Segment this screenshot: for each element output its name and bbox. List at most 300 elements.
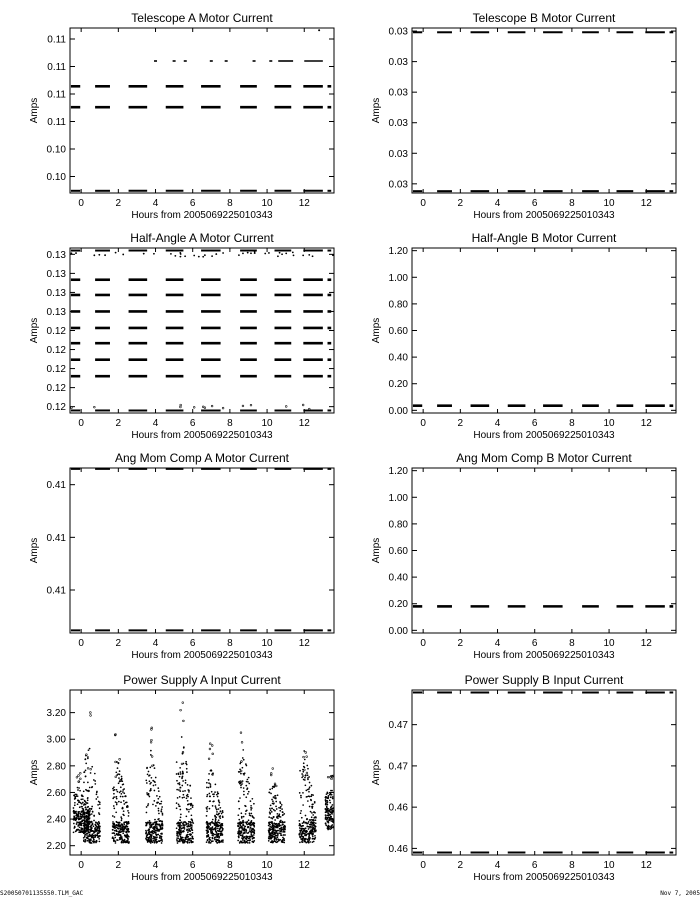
y-tick-label: 0.03 xyxy=(388,57,408,69)
data-point xyxy=(276,808,278,810)
data-point xyxy=(179,776,181,778)
data-point xyxy=(306,818,308,820)
x-tick-label: 2 xyxy=(115,418,122,429)
y-tick-label: 0.12 xyxy=(46,383,66,395)
data-point xyxy=(216,831,218,833)
data-point xyxy=(123,800,125,802)
x-axis-label: Hours from 2005069225010343 xyxy=(131,210,273,221)
data-point xyxy=(299,827,301,829)
data-point xyxy=(309,786,311,788)
data-point xyxy=(119,828,121,830)
data-point xyxy=(337,800,339,802)
x-tick-label: 2 xyxy=(457,860,464,871)
data-point xyxy=(248,836,250,838)
y-tick-label: 3.00 xyxy=(46,734,66,746)
data-point xyxy=(191,825,193,827)
data-point xyxy=(191,814,193,816)
x-tick-label: 4 xyxy=(152,418,159,429)
data-point xyxy=(206,815,208,817)
data-point xyxy=(160,833,162,835)
data-point xyxy=(75,815,77,817)
data-point xyxy=(123,824,125,826)
data-point xyxy=(154,819,156,821)
data-point xyxy=(182,831,184,833)
data-point xyxy=(112,826,114,828)
chart-title: Power Supply A Input Current xyxy=(123,673,281,687)
data-point xyxy=(309,841,311,843)
chart-title: Ang Mom Comp B Motor Current xyxy=(456,451,632,465)
chart-panel-2 xyxy=(371,11,676,221)
data-point xyxy=(341,819,343,821)
data-point xyxy=(215,805,217,807)
data-point xyxy=(71,407,73,409)
data-point xyxy=(332,804,334,806)
data-point xyxy=(240,831,242,833)
data-point xyxy=(122,814,124,816)
data-point xyxy=(312,838,314,840)
data-point xyxy=(250,404,252,406)
data-point xyxy=(85,763,87,765)
data-point xyxy=(123,810,125,812)
data-point xyxy=(143,253,145,255)
data-point xyxy=(161,839,163,841)
data-point xyxy=(282,837,284,839)
data-point xyxy=(97,804,99,806)
data-point xyxy=(278,830,280,832)
data-point xyxy=(161,806,163,808)
data-point xyxy=(77,800,79,802)
data-point xyxy=(334,818,336,820)
data-point xyxy=(246,836,248,838)
data-point xyxy=(182,790,184,792)
data-point xyxy=(184,821,186,823)
data-point xyxy=(115,771,117,773)
data-point xyxy=(268,840,270,842)
y-tick-label: 0.11 xyxy=(47,34,66,46)
data-point xyxy=(339,811,341,813)
data-point xyxy=(306,772,308,774)
data-point xyxy=(115,824,117,826)
data-point xyxy=(190,797,192,799)
data-point xyxy=(239,833,241,835)
data-point xyxy=(338,820,340,822)
data-point xyxy=(113,805,115,807)
data-point xyxy=(337,811,339,813)
data-point xyxy=(90,772,92,774)
data-point xyxy=(148,771,150,773)
y-axis-label: Amps xyxy=(371,317,382,344)
data-point xyxy=(275,834,277,836)
data-point xyxy=(77,803,79,805)
data-point xyxy=(93,406,95,408)
data-point xyxy=(250,805,252,807)
data-point xyxy=(183,720,185,722)
data-point xyxy=(283,831,285,833)
data-point xyxy=(241,816,243,818)
data-point xyxy=(309,831,311,833)
data-point xyxy=(282,821,284,823)
data-point xyxy=(338,816,340,818)
y-tick-label: 0.12 xyxy=(46,326,66,337)
data-point xyxy=(247,252,249,254)
data-point xyxy=(87,782,89,784)
data-point xyxy=(336,806,338,808)
x-tick-label: 6 xyxy=(189,198,196,209)
y-tick-label: 0.80 xyxy=(388,519,408,531)
data-point xyxy=(245,785,247,787)
data-point xyxy=(112,829,114,831)
x-axis-label: Hours from 2005069225010343 xyxy=(473,650,615,661)
data-point xyxy=(336,813,338,815)
data-point xyxy=(83,840,85,842)
data-point xyxy=(96,828,98,830)
y-tick-label: 1.20 xyxy=(388,466,408,478)
data-point xyxy=(79,806,81,808)
data-point xyxy=(75,817,77,819)
data-point xyxy=(152,838,154,840)
data-point xyxy=(85,806,87,808)
y-axis-label: Amps xyxy=(29,759,40,786)
data-point xyxy=(147,803,149,805)
data-point xyxy=(338,812,340,814)
data-point xyxy=(311,826,313,828)
x-tick-label: 10 xyxy=(603,198,615,209)
data-point xyxy=(330,816,332,818)
data-point xyxy=(211,821,213,823)
data-point xyxy=(337,826,339,828)
data-point xyxy=(181,736,183,738)
data-point xyxy=(176,827,178,829)
data-point xyxy=(246,841,248,843)
data-point xyxy=(305,752,307,754)
data-point xyxy=(159,825,161,827)
data-point xyxy=(118,828,120,830)
x-tick-label: 0 xyxy=(78,198,84,209)
data-point xyxy=(182,751,184,753)
data-point xyxy=(274,832,276,834)
x-tick-label: 8 xyxy=(569,198,575,209)
data-point xyxy=(278,823,280,825)
data-point xyxy=(73,823,75,825)
x-tick-label: 4 xyxy=(494,860,501,871)
data-point xyxy=(217,793,219,795)
data-point xyxy=(120,790,122,792)
data-point xyxy=(181,785,183,787)
data-point xyxy=(310,811,312,813)
data-point xyxy=(214,839,216,841)
data-point xyxy=(119,822,121,824)
data-point xyxy=(161,842,163,844)
x-tick-label: 4 xyxy=(152,198,159,209)
data-point xyxy=(149,831,151,833)
y-tick-label: 0.13 xyxy=(46,287,66,299)
data-point xyxy=(272,833,274,835)
data-point xyxy=(123,788,125,790)
data-point xyxy=(249,840,251,842)
data-point xyxy=(315,826,317,828)
data-point xyxy=(112,821,114,823)
data-point xyxy=(151,765,153,767)
data-point xyxy=(84,800,86,802)
data-point xyxy=(86,817,88,819)
data-point xyxy=(117,834,119,836)
data-point xyxy=(327,825,329,827)
y-tick-label: 0.12 xyxy=(46,364,66,376)
data-point xyxy=(209,743,211,745)
data-point xyxy=(271,823,273,825)
data-point xyxy=(184,840,186,842)
data-point xyxy=(218,822,220,824)
data-point xyxy=(86,821,88,823)
data-point xyxy=(88,838,90,840)
chart-title: Telescope B Motor Current xyxy=(472,11,616,25)
data-point xyxy=(331,778,333,780)
y-tick-label: 0.00 xyxy=(388,625,408,637)
data-point xyxy=(302,771,304,773)
data-point xyxy=(116,789,118,791)
x-tick-label: 2 xyxy=(115,638,122,649)
data-point xyxy=(89,808,91,810)
data-point xyxy=(214,791,216,793)
y-tick-label: 0.13 xyxy=(46,268,66,280)
data-point xyxy=(217,842,219,844)
data-point xyxy=(122,842,124,844)
data-point xyxy=(186,808,188,810)
chart-panel-7 xyxy=(29,673,343,883)
data-point xyxy=(170,253,172,255)
data-point xyxy=(329,810,331,812)
data-point xyxy=(177,833,179,835)
data-point xyxy=(189,842,191,844)
data-point xyxy=(254,251,256,253)
data-point xyxy=(150,754,152,756)
data-point xyxy=(117,831,119,833)
data-point xyxy=(275,785,277,787)
data-point xyxy=(74,802,76,804)
data-point xyxy=(116,821,118,823)
data-point xyxy=(325,818,327,820)
data-point xyxy=(78,775,80,777)
data-point xyxy=(187,800,189,802)
data-point xyxy=(280,827,282,829)
y-tick-label: 0.47 xyxy=(388,720,408,732)
data-point xyxy=(274,783,276,785)
data-point xyxy=(284,821,286,823)
data-point xyxy=(186,829,188,831)
data-point xyxy=(91,835,93,837)
data-point xyxy=(159,803,161,805)
data-point xyxy=(176,823,178,825)
data-point xyxy=(336,828,338,830)
data-point xyxy=(185,841,187,843)
data-point xyxy=(207,828,209,830)
data-point xyxy=(215,253,217,255)
data-point xyxy=(85,758,87,760)
data-point xyxy=(338,817,340,819)
data-point xyxy=(146,767,148,769)
data-point xyxy=(339,814,341,816)
data-point xyxy=(179,784,181,786)
data-point xyxy=(204,407,206,409)
data-point xyxy=(279,810,281,812)
data-point xyxy=(158,790,160,792)
data-point xyxy=(176,802,178,804)
data-point xyxy=(336,811,338,813)
data-point xyxy=(94,773,96,775)
data-point xyxy=(153,785,155,787)
y-tick-label: 0.40 xyxy=(388,352,408,364)
data-point xyxy=(271,811,273,813)
data-point xyxy=(87,802,89,804)
data-point xyxy=(208,758,210,760)
data-point xyxy=(277,817,279,819)
data-point xyxy=(77,787,79,789)
data-point xyxy=(93,832,95,834)
data-point xyxy=(79,813,81,815)
data-point xyxy=(208,787,210,789)
data-point xyxy=(303,828,305,830)
data-point xyxy=(179,796,181,798)
data-point xyxy=(73,794,75,796)
data-point xyxy=(158,830,160,832)
data-point xyxy=(243,794,245,796)
y-tick-label: 0.03 xyxy=(388,87,408,99)
data-point xyxy=(91,766,93,768)
data-point xyxy=(114,834,116,836)
data-point xyxy=(269,808,271,810)
data-point xyxy=(339,811,341,813)
data-point xyxy=(302,775,304,777)
data-point xyxy=(114,789,116,791)
data-point xyxy=(124,835,126,837)
data-point xyxy=(73,811,75,813)
data-point xyxy=(85,776,87,778)
data-point xyxy=(79,790,81,792)
x-axis-label: Hours from 2005069225010343 xyxy=(473,430,615,441)
data-point xyxy=(269,824,271,826)
data-point xyxy=(311,785,313,787)
data-point xyxy=(278,815,280,817)
data-point xyxy=(79,826,81,828)
data-point xyxy=(90,842,92,844)
data-point xyxy=(211,255,213,257)
data-point xyxy=(213,834,215,836)
data-point xyxy=(155,824,157,826)
data-point xyxy=(338,816,340,818)
x-tick-label: 10 xyxy=(261,638,273,649)
chart-title: Telescope A Motor Current xyxy=(131,11,273,25)
data-point xyxy=(150,788,152,790)
data-point xyxy=(252,841,254,843)
data-point xyxy=(310,799,312,801)
data-point xyxy=(115,840,117,842)
data-point xyxy=(93,842,95,844)
data-point xyxy=(151,739,153,741)
data-marks xyxy=(71,251,334,411)
data-point xyxy=(238,801,240,803)
data-point xyxy=(336,825,338,827)
data-point xyxy=(121,818,123,820)
x-tick-label: 8 xyxy=(227,638,233,649)
data-point xyxy=(311,812,313,814)
data-point xyxy=(128,829,130,831)
data-point xyxy=(335,812,337,814)
data-point xyxy=(275,798,277,800)
data-point xyxy=(193,255,195,257)
data-point xyxy=(215,816,217,818)
data-point xyxy=(251,815,253,817)
data-point xyxy=(149,796,151,798)
data-point xyxy=(126,832,128,834)
data-point xyxy=(182,821,184,823)
data-point xyxy=(211,770,213,772)
data-point xyxy=(211,791,213,793)
data-point xyxy=(85,769,87,771)
y-tick-label: 0.46 xyxy=(388,843,408,855)
data-point xyxy=(89,748,91,750)
data-point xyxy=(83,790,85,792)
data-point xyxy=(241,783,243,785)
data-point xyxy=(303,762,305,764)
data-point xyxy=(243,828,245,830)
data-point xyxy=(176,773,178,775)
data-point xyxy=(85,754,87,756)
data-point xyxy=(277,813,279,815)
data-point xyxy=(146,839,148,841)
data-point xyxy=(336,810,338,812)
data-point xyxy=(159,840,161,842)
data-point xyxy=(152,841,154,843)
data-point xyxy=(179,839,181,841)
data-point xyxy=(79,831,81,833)
data-point xyxy=(245,838,247,840)
data-point xyxy=(245,829,247,831)
data-point xyxy=(339,825,341,827)
data-point xyxy=(247,779,249,781)
data-point xyxy=(155,784,157,786)
data-point xyxy=(328,817,330,819)
data-point xyxy=(150,826,152,828)
data-point xyxy=(251,836,253,838)
data-point xyxy=(161,840,163,842)
data-point xyxy=(176,761,178,763)
data-point xyxy=(179,805,181,807)
data-point xyxy=(99,802,101,804)
data-point xyxy=(147,834,149,836)
data-point xyxy=(154,842,156,844)
data-point xyxy=(253,832,255,834)
data-point xyxy=(273,809,275,811)
data-point xyxy=(127,834,129,836)
data-point xyxy=(270,793,272,795)
data-point xyxy=(308,828,310,830)
data-point xyxy=(179,767,181,769)
data-point xyxy=(188,838,190,840)
data-point xyxy=(91,806,93,808)
data-point xyxy=(273,802,275,804)
data-point xyxy=(307,840,309,842)
data-point xyxy=(186,771,188,773)
data-point xyxy=(146,812,148,814)
data-point xyxy=(97,796,99,798)
data-point xyxy=(318,29,320,31)
data-point xyxy=(183,827,185,829)
x-tick-label: 2 xyxy=(115,198,122,209)
y-tick-label: 2.20 xyxy=(46,841,66,853)
data-point xyxy=(271,840,273,842)
data-point xyxy=(207,830,209,832)
plot-frame xyxy=(70,690,334,855)
